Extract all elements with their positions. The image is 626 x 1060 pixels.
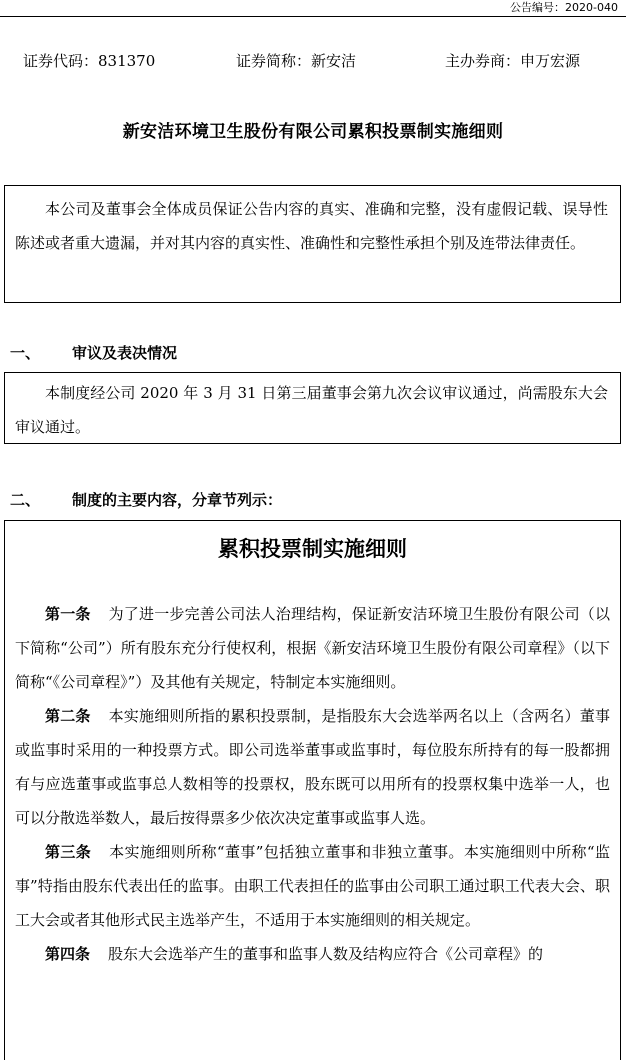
section-title: 制度的主要内容，分章节列示： <box>72 491 283 509</box>
section-number: 一、 <box>10 344 41 362</box>
article <box>15 835 610 937</box>
securities-code: 证券代码：831370 <box>23 52 156 70</box>
article <box>15 699 610 835</box>
article-label: 第四条 <box>45 945 91 963</box>
securities-short-name: 证券简称：新安洁 <box>236 52 357 70</box>
article-text: 股东大会选举产生的董事和监事人数及结构应符合《公司章程》的 <box>108 945 544 963</box>
statement-text: 本公司及董事会全体成员保证公告内容的真实、准确和完整，没有虚假记载、误导性陈述或者重大遗漏，并对其内容的真实性、准确性和完整性承担个别及连带法律责任。 <box>15 200 608 252</box>
announcement-number: 公告编号：2020-040 <box>510 1 618 14</box>
article-label: 第二条 <box>45 707 91 725</box>
document-title: 新安洁环境卫生股份有限公司累积投票制实施细则 <box>122 122 504 142</box>
rules-title: 累积投票制实施细则 <box>218 536 407 561</box>
review-box <box>4 372 621 444</box>
article <box>15 597 610 699</box>
article-label: 第三条 <box>45 843 92 861</box>
securities-info-line <box>0 50 626 72</box>
article-text: 为了进一步完善公司法人治理结构，保证新安洁环境卫生股份有限公司（以下简称“公司”）所有股东充分行使权利，根据《新安洁环境卫生股份有限公司章程》（以下简称“《公司章程》”）及其他有关规定，特制定本实施细则。 <box>15 605 610 691</box>
rules-box <box>4 520 621 1060</box>
sponsor-broker: 主办券商：申万宏源 <box>445 52 581 70</box>
article-text: 本实施细则所指的累积投票制，是指股东大会选举两名以上（含两名）董事或监事时采用的一种投票方式。即公司选举董事或监事时，每位股东所持有的每一股都拥有与应选董事或监事总人数相等的投票权，股东既可以用所有的投票权集中选举一人，也可以分散选举数人，最后按得票多少依次决定董事或监事人选。 <box>15 707 610 827</box>
article-label: 第一条 <box>45 605 91 623</box>
statement-box <box>4 185 621 303</box>
header-rule <box>0 16 626 17</box>
section-title: 审议及表决情况 <box>72 344 178 362</box>
article <box>15 937 610 971</box>
section-number: 二、 <box>10 491 41 509</box>
article-list <box>15 597 610 971</box>
review-text: 本制度经公司 2020 年 3 月 31 日第三届董事会第九次会议审议通过，尚需股东大会审议通过。 <box>15 384 608 436</box>
article-text: 本实施细则所称“董事”包括独立董事和非独立董事。本实施细则中所称“监事”特指由股东代表出任的监事。由职工代表担任的监事由公司职工通过职工代表大会、职工大会或者其他形式民主选举产生，不适用于本实施细则的相关规定。 <box>15 843 610 929</box>
